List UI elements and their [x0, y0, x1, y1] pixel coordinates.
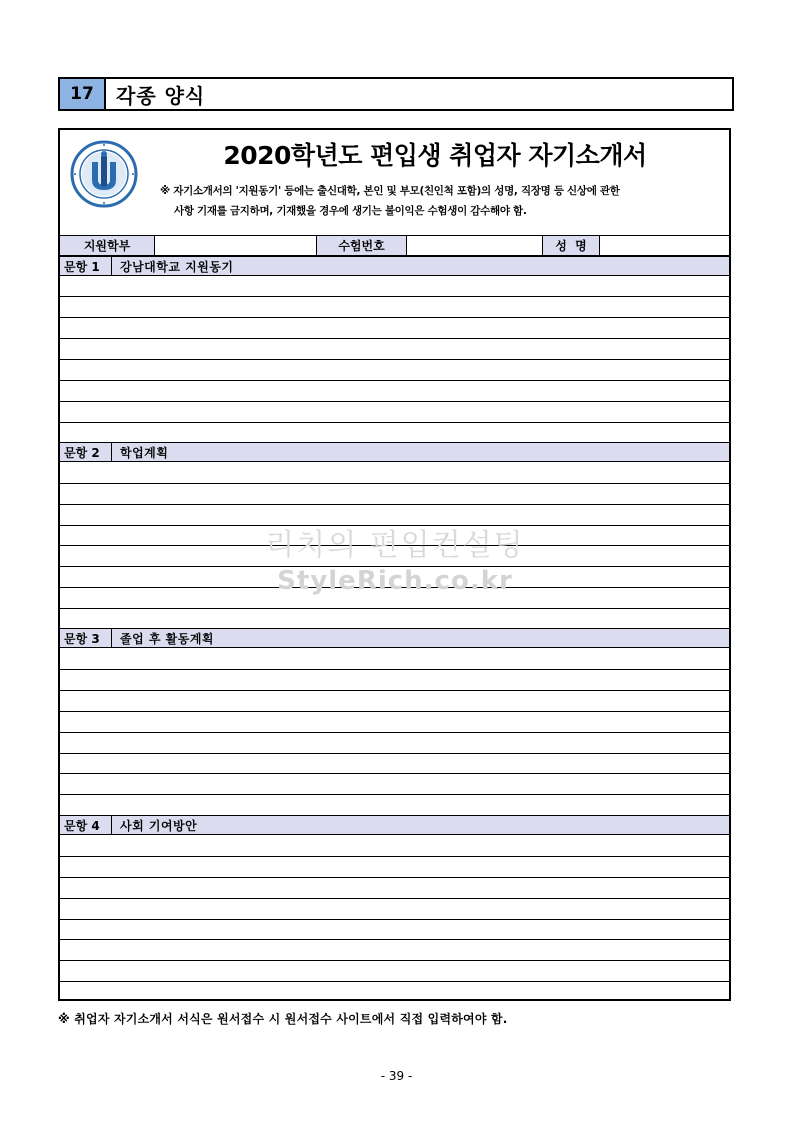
answer-line[interactable] [60, 669, 729, 670]
department-label: 지원학부 [60, 236, 155, 255]
question-2-number: 문항 2 [60, 443, 112, 461]
answer-line[interactable] [60, 711, 729, 712]
name-field[interactable] [600, 236, 729, 255]
question-2-header [60, 442, 729, 462]
page-number: - 39 - [380, 1069, 413, 1083]
question-3-title: 졸업 후 활동계획 [120, 631, 215, 646]
answer-line[interactable] [60, 317, 729, 318]
question-3-number: 문항 3 [60, 629, 112, 647]
answer-line[interactable] [60, 732, 729, 733]
watermark-line-1: 리치의 편입컨설팅 [265, 528, 525, 563]
answer-line[interactable] [60, 504, 729, 505]
answer-line[interactable] [60, 981, 729, 982]
answer-line[interactable] [60, 401, 729, 402]
answer-line[interactable] [60, 483, 729, 484]
answer-line[interactable] [60, 525, 729, 526]
answer-line[interactable] [60, 566, 729, 567]
answer-line[interactable] [60, 545, 729, 546]
answer-line[interactable] [60, 939, 729, 940]
section-number: 17 [60, 79, 106, 109]
section-title: 각종 양식 [116, 83, 206, 108]
answer-line[interactable] [60, 587, 729, 588]
question-4-header [60, 815, 729, 835]
answer-line[interactable] [60, 773, 729, 774]
answer-line[interactable] [60, 380, 729, 381]
question-1-header [60, 256, 729, 276]
section-header [58, 77, 734, 111]
answer-line[interactable] [60, 919, 729, 920]
question-2-title: 학업계획 [120, 445, 169, 460]
question-1-number: 문항 1 [60, 257, 112, 275]
answer-line[interactable] [60, 898, 729, 899]
answer-line[interactable] [60, 296, 729, 297]
self-introduction-form [58, 128, 731, 1001]
notice-line-2: 사항 기재를 금지하며, 기재했을 경우에 생기는 불이익은 수험생이 감수해야 함. [174, 205, 527, 217]
answer-line[interactable] [60, 753, 729, 754]
question-1-title: 강남대학교 지원동기 [120, 259, 234, 274]
privacy-notice [160, 181, 728, 221]
question-4-title: 사회 기여방안 [120, 818, 198, 833]
exam-number-field[interactable] [407, 236, 543, 255]
exam-number-label: 수험번호 [317, 236, 407, 255]
question-4-number: 문항 4 [60, 816, 112, 834]
name-label: 성 명 [543, 236, 600, 255]
answer-line[interactable] [60, 690, 729, 691]
question-3-header [60, 628, 729, 648]
answer-line[interactable] [60, 422, 729, 423]
answer-line[interactable] [60, 359, 729, 360]
department-field[interactable] [155, 236, 317, 255]
answer-line[interactable] [60, 608, 729, 609]
answer-line[interactable] [60, 960, 729, 961]
university-seal-icon [70, 140, 138, 208]
form-title: 2020학년도 편입생 취업자 자기소개서 [223, 141, 647, 170]
answer-line[interactable] [60, 877, 729, 878]
applicant-info-row [60, 235, 729, 256]
answer-line[interactable] [60, 338, 729, 339]
watermark-line-2: StyleRich.co.kr [277, 566, 513, 596]
answer-line[interactable] [60, 856, 729, 857]
footnote: ※ 취업자 자기소개서 서식은 원서접수 시 원서접수 사이트에서 직접 입력하여야 함. [58, 1012, 508, 1026]
notice-line-1: ※ 자기소개서의 '지원동기' 등에는 출신대학, 본인 및 부모(친인척 포함)의 성명, 직장명 등 신상에 관한 [160, 185, 620, 197]
answer-line[interactable] [60, 794, 729, 795]
